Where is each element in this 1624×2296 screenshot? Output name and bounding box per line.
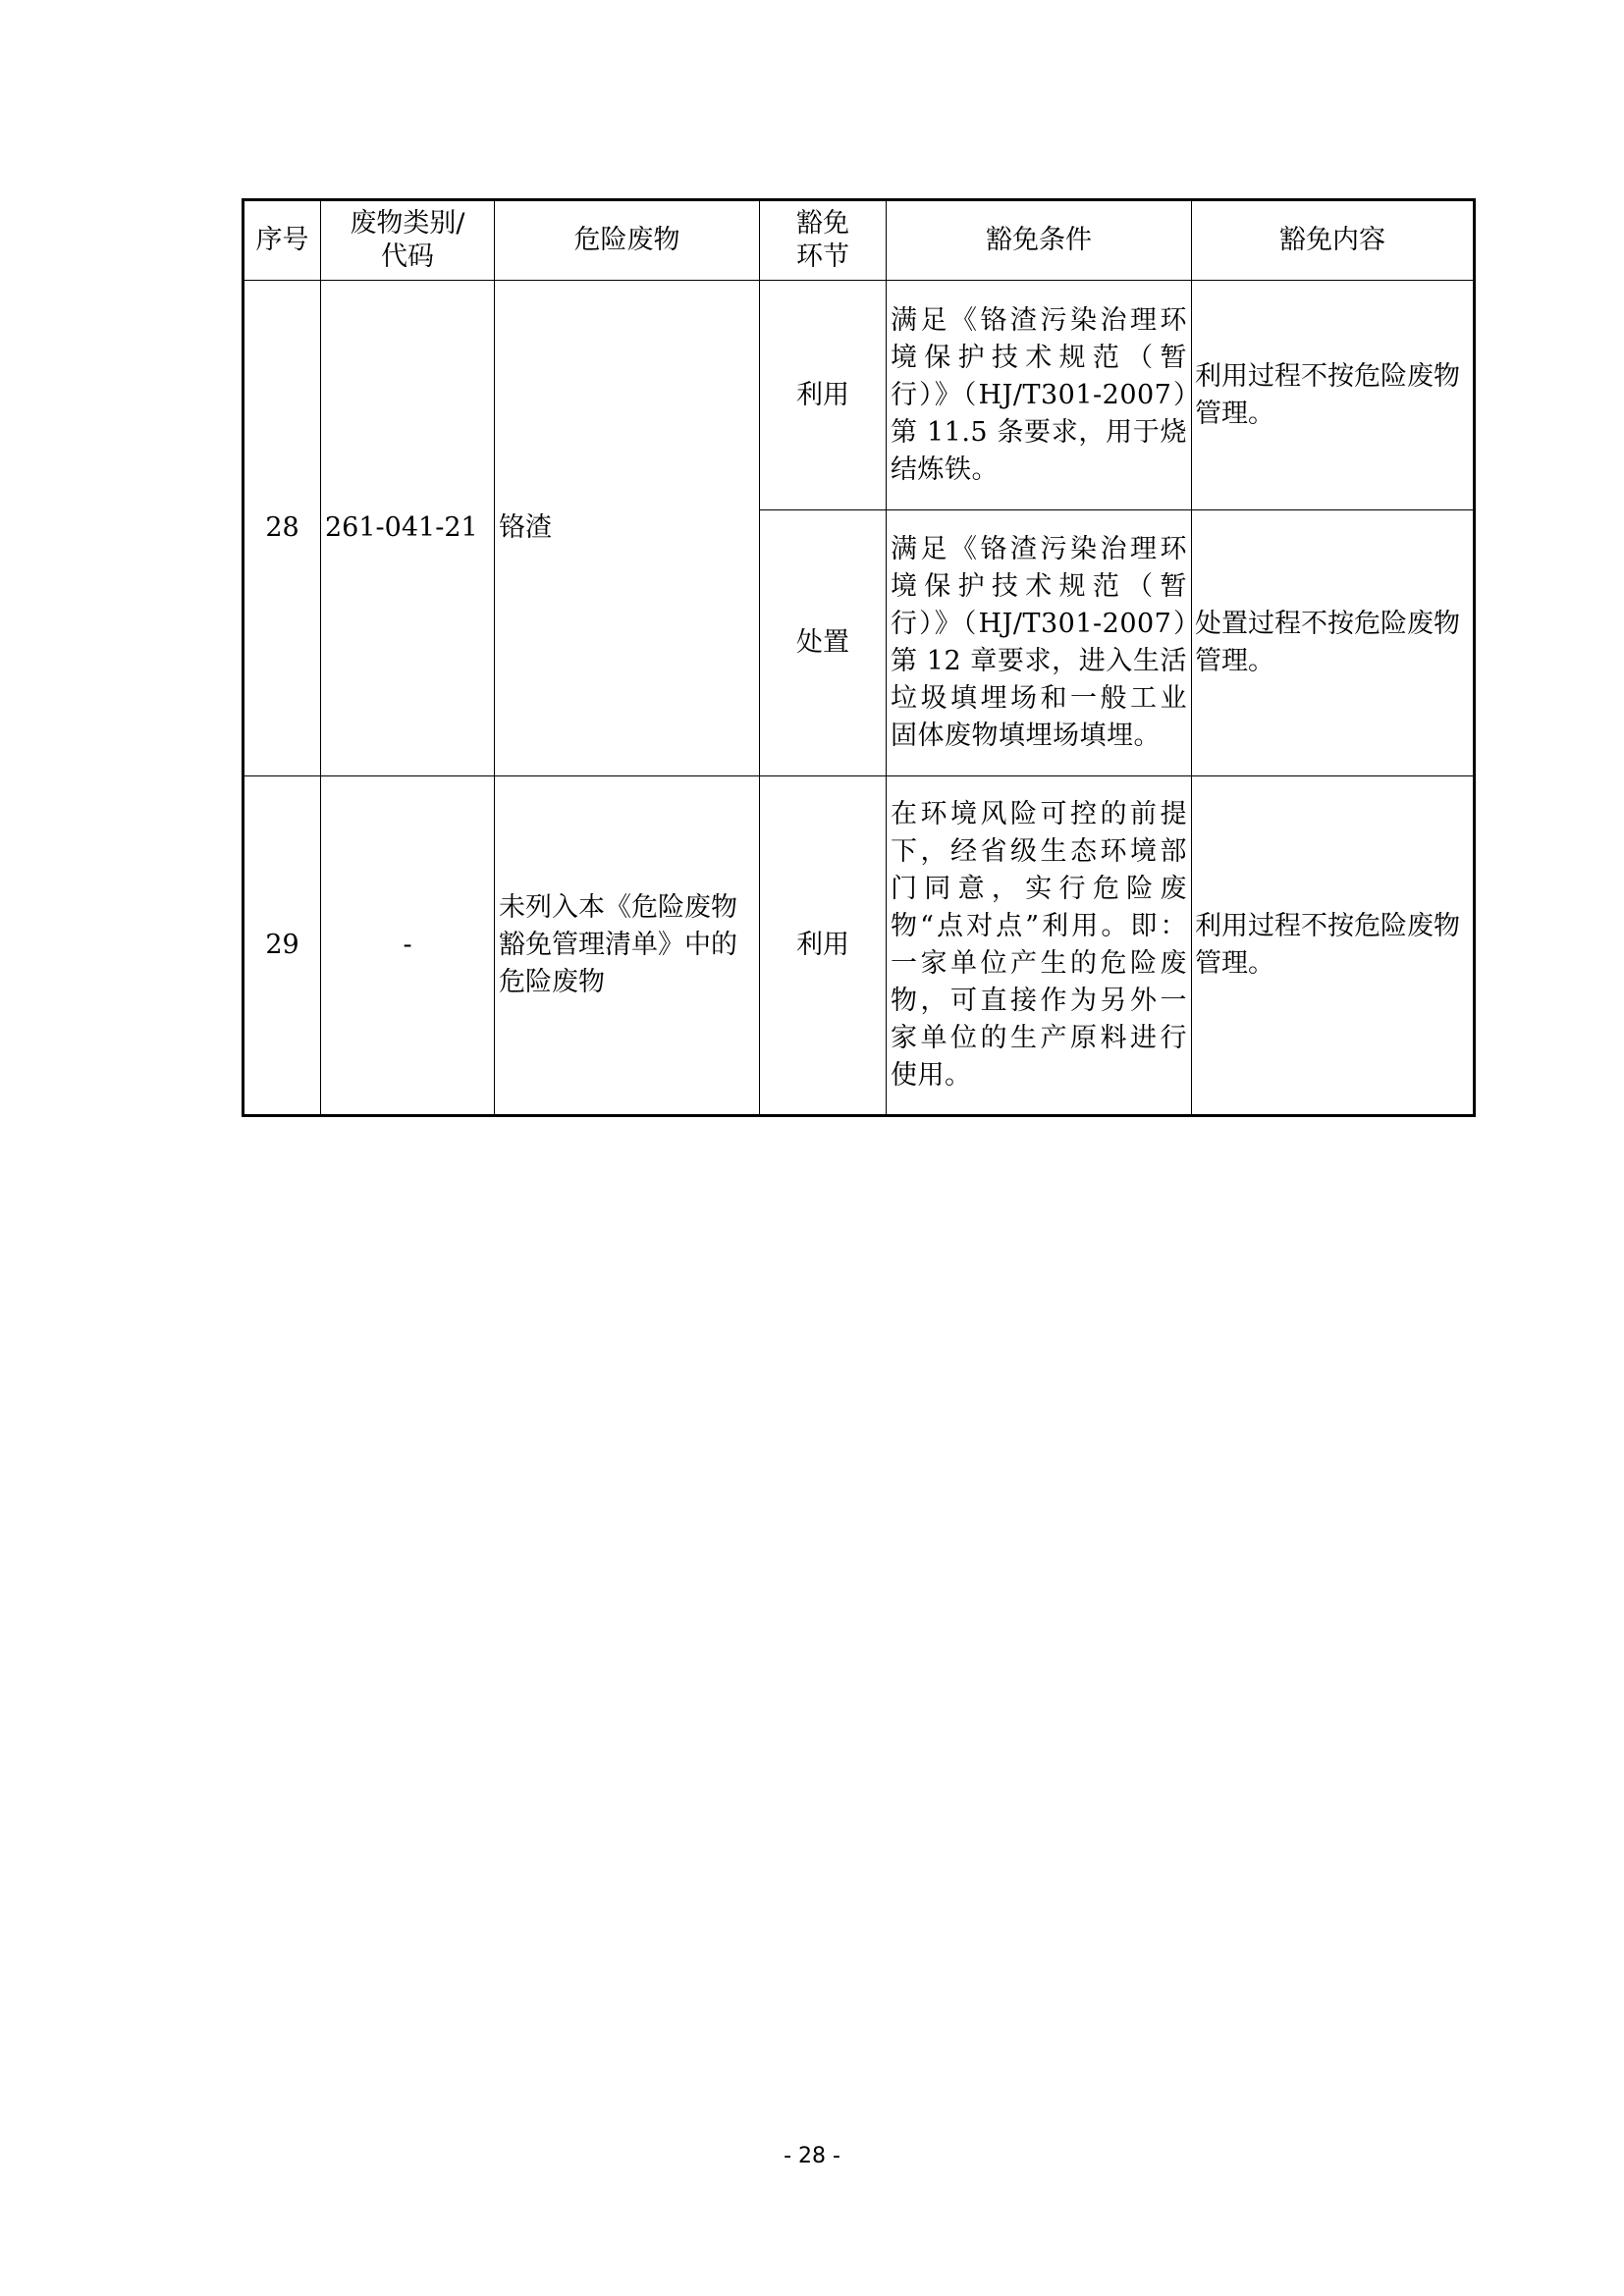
row-waste: 未列入本《危险废物豁免管理清单》中的危险废物 xyxy=(495,776,760,1116)
table-row xyxy=(244,281,1475,510)
table-row xyxy=(244,776,1475,1116)
row-content: 利用过程不按危险废物管理。 xyxy=(1192,281,1475,510)
row-stage: 利用 xyxy=(760,281,887,510)
header-seq: 序号 xyxy=(244,200,321,281)
exemption-table xyxy=(242,198,1476,1117)
header-content: 豁免内容 xyxy=(1192,200,1475,281)
table-header-row xyxy=(244,200,1475,281)
row-condition: 满足《铬渣污染治理环境保护技术规范（暂行）》（HJ/T301-2007）第 11.5 条要求，用于烧结炼铁。 xyxy=(887,281,1192,510)
header-category: 废物类别/ 代码 xyxy=(321,200,495,281)
row-waste: 铬渣 xyxy=(495,281,760,776)
row-condition: 满足《铬渣污染治理环境保护技术规范（暂行）》（HJ/T301-2007）第 12 章要求，进入生活垃圾填埋场和一般工业固体废物填埋场填埋。 xyxy=(887,510,1192,776)
row-stage: 利用 xyxy=(760,776,887,1116)
header-waste: 危险废物 xyxy=(495,200,760,281)
row-seq: 29 xyxy=(244,776,321,1116)
row-code: - xyxy=(321,776,495,1116)
row-condition: 在环境风险可控的前提下，经省级生态环境部门同意，实行危险废物“点对点”利用。即：一家单位产生的危险废物，可直接作为另外一家单位的生产原料进行使用。 xyxy=(887,776,1192,1116)
row-content: 利用过程不按危险废物管理。 xyxy=(1192,776,1475,1116)
row-seq: 28 xyxy=(244,281,321,776)
row-content: 处置过程不按危险废物管理。 xyxy=(1192,510,1475,776)
header-condition: 豁免条件 xyxy=(887,200,1192,281)
row-stage: 处置 xyxy=(760,510,887,776)
header-stage: 豁免 环节 xyxy=(760,200,887,281)
page-number: - 28 - xyxy=(784,2144,840,2168)
row-code: 261-041-21 xyxy=(321,281,495,776)
